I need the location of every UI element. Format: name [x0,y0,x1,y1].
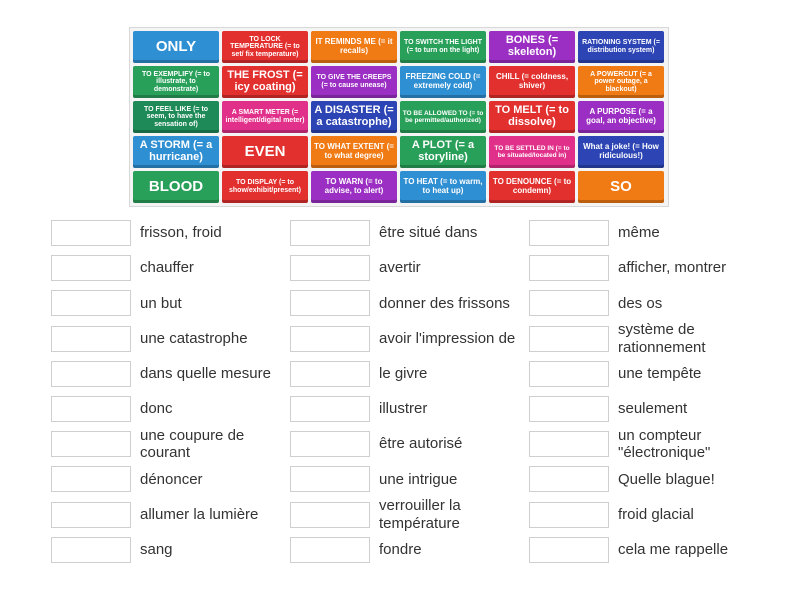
answer-drop-zone[interactable] [529,290,609,316]
answer-tile[interactable] [578,31,664,63]
tile-label: TO DISPLAY (= to show/exhibit/present) [229,179,301,194]
answer-tile[interactable] [400,66,486,98]
tile-label: THE FROST (= icy coating) [227,69,303,93]
answer-tile[interactable] [222,101,308,133]
answer-tile[interactable] [578,136,664,168]
tile-label: A DISASTER (= a catastrophe) [314,104,394,128]
answer-drop-zone[interactable] [51,466,131,492]
answer-drop-zone[interactable] [51,361,131,387]
answer-tile[interactable] [489,66,575,98]
clue-label: dans quelle mesure [140,364,271,382]
clue-label: afficher, montrer [618,259,727,277]
answer-drop-zone[interactable] [51,431,131,457]
clue-label: allumer la lumière [140,505,259,523]
answer-drop-zone[interactable] [290,290,370,316]
clue-label: cela me rappelle [618,540,729,558]
answer-tile[interactable] [311,171,397,203]
answer-tile[interactable] [489,136,575,168]
answer-tile[interactable] [311,31,397,63]
tile-label: A PURPOSE (= a goal, an objective) [586,107,656,125]
tile-label: TO GIVE THE CREEPS (= to cause unease) [316,74,392,89]
clue-label: avoir l'impression de [379,329,516,347]
clue-label: le givre [379,364,428,382]
answer-tile[interactable] [311,66,397,98]
tile-label: EVEN [244,142,286,160]
answer-tile[interactable] [133,66,219,98]
answer-tile[interactable] [222,136,308,168]
clue-label: seulement [618,400,688,418]
answer-drop-zone[interactable] [529,326,609,352]
answer-drop-zone[interactable] [529,396,609,422]
clue-label: sang [140,540,173,558]
tile-label: RATIONING SYSTEM (= distribution system) [582,39,660,54]
tile-label: TO DENOUNCE (= to condemn) [492,177,572,195]
tile-label: TO BE SETTLED IN (= to be situated/located in) [494,144,570,159]
clue-label: Quelle blague! [618,470,715,488]
clue-label: avertir [379,259,421,277]
tile-label: TO FEEL LIKE (= to seem, to have the sensation of) [143,105,209,128]
clue-label: système de rationnement [618,320,706,356]
tile-label: IT REMINDS ME (= it recalls) [315,37,393,55]
answer-tile[interactable] [578,66,664,98]
answer-tile[interactable] [578,171,664,203]
answer-tile[interactable] [489,171,575,203]
tile-label: TO WHAT EXTENT (= to what degree) [314,142,394,160]
answer-tile[interactable] [311,101,397,133]
answer-tile[interactable] [222,31,308,63]
answer-tile[interactable] [400,31,486,63]
tile-label: A POWERCUT (= a power outage, a blackout) [590,70,652,93]
clue-label: être autorisé [379,435,463,453]
answer-drop-zone[interactable] [51,255,131,281]
answer-drop-zone[interactable] [290,326,370,352]
clue-label: une coupure de courant [140,426,245,462]
answer-drop-zone[interactable] [290,255,370,281]
answer-drop-zone[interactable] [51,220,131,246]
clue-label: donner des frissons [379,294,510,312]
answer-drop-zone[interactable] [529,502,609,528]
clue-label: froid glacial [618,505,694,523]
answer-drop-zone[interactable] [290,431,370,457]
answer-tile[interactable] [133,31,219,63]
tile-label: CHILL (= coldness, shiver) [495,72,569,90]
answer-drop-zone[interactable] [529,220,609,246]
answer-drop-zone[interactable] [290,220,370,246]
tile-label: A PLOT (= a storyline) [411,139,475,163]
tile-label: ONLY [155,37,197,55]
clue-label: des os [618,294,663,312]
answer-tile[interactable] [311,136,397,168]
answer-tile[interactable] [400,101,486,133]
clue-label: une catastrophe [140,329,248,347]
tile-label: A SMART METER (= intelligent/digital meter) [225,109,305,124]
answer-tile[interactable] [133,136,219,168]
tile-label: BONES (= skeleton) [505,34,559,58]
clue-label: une tempête [618,364,702,382]
tile-label: FREEZING COLD (= extremely cold) [405,72,481,90]
answer-drop-zone[interactable] [290,502,370,528]
answer-tile[interactable] [400,171,486,203]
clue-label: dénoncer [140,470,203,488]
answer-drop-zone[interactable] [529,537,609,563]
answer-drop-zone[interactable] [290,466,370,492]
tile-label: A STORM (= a hurricane) [139,139,213,163]
tile-label: TO SWITCH THE LIGHT (= to turn on the light) [403,39,483,54]
answer-drop-zone[interactable] [529,255,609,281]
answer-drop-zone[interactable] [51,326,131,352]
tile-label: TO MELT (= to dissolve) [495,104,569,128]
clue-label: donc [140,400,173,418]
answer-drop-zone[interactable] [51,396,131,422]
tile-label: TO LOCK TEMPERATURE (= to set/ fix temperature) [230,35,300,58]
tile-label: TO WARN (= to advise, to alert) [324,177,384,195]
answer-drop-zone[interactable] [290,537,370,563]
answer-tile[interactable] [489,31,575,63]
clue-label: fondre [379,540,422,558]
answer-tile[interactable] [133,171,219,203]
answer-tile[interactable] [489,101,575,133]
tile-label: TO EXEMPLIFY (= to illustrate, to demonstrate) [141,70,210,93]
answer-drop-zone[interactable] [529,361,609,387]
clue-label: un compteur "électronique" [618,426,711,462]
clue-label: frisson, froid [140,224,222,242]
clue-label: une intrigue [379,470,458,488]
clue-label: verrouiller la température [379,496,461,532]
clue-label: un but [140,294,182,312]
tile-label: TO BE ALLOWED TO (= to be permitted/authorized) [402,109,484,124]
answer-tile[interactable] [400,136,486,168]
answer-drop-zone[interactable] [529,466,609,492]
answer-drop-zone[interactable] [51,290,131,316]
answer-tile[interactable] [133,101,219,133]
answer-tile[interactable] [222,66,308,98]
clue-label: chauffer [140,259,194,277]
clue-label: même [618,224,660,242]
answer-drop-zone[interactable] [529,431,609,457]
clue-label: illustrer [379,400,428,418]
tile-label: What a joke! (= How ridiculous!) [583,142,659,160]
answer-drop-zone[interactable] [290,396,370,422]
answer-drop-zone[interactable] [51,502,131,528]
answer-drop-zone[interactable] [290,361,370,387]
clue-label: être situé dans [379,224,478,242]
tile-label: SO [610,177,632,195]
tile-label: BLOOD [148,177,204,195]
tile-label: TO HEAT (= to warm, to heat up) [403,177,483,195]
answer-tile[interactable] [578,101,664,133]
tile-board [129,27,669,207]
answer-drop-zone[interactable] [51,537,131,563]
answer-tile[interactable] [222,171,308,203]
